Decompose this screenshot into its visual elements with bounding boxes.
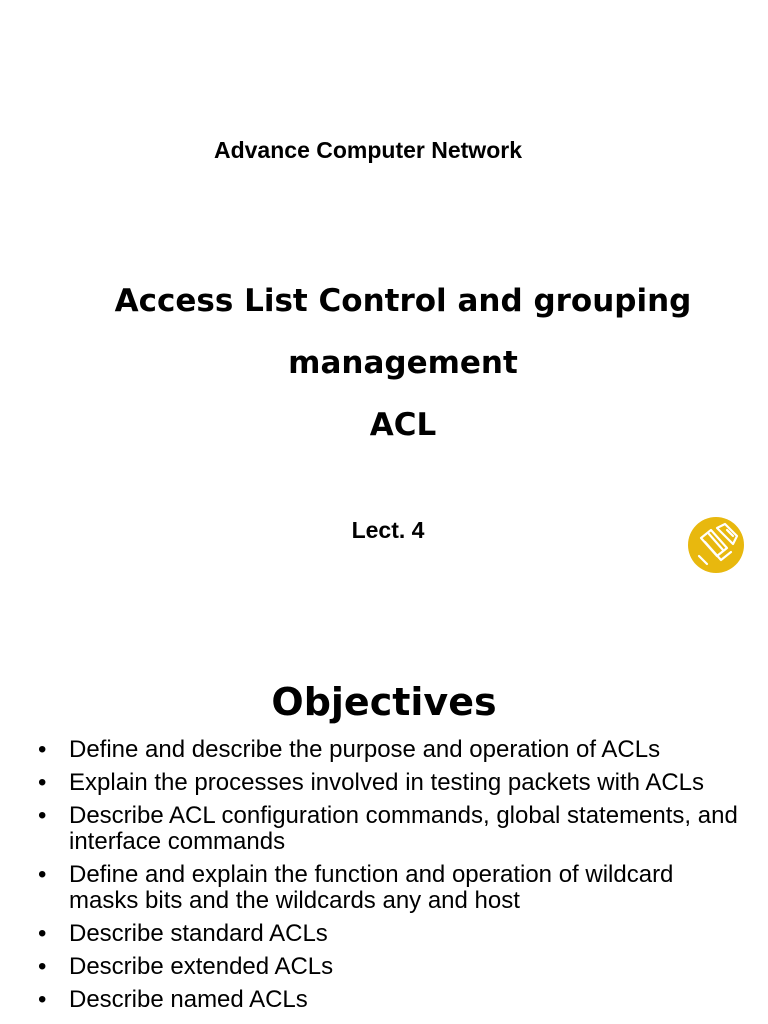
lecture-number: Lect. 4 xyxy=(351,517,425,543)
title-line-3: ACL xyxy=(369,407,437,443)
lecture-main-title xyxy=(0,270,768,456)
list-item-text: Describe ACL configuration commands, global statements, and interface commands xyxy=(69,802,738,855)
course-title: Advance Computer Network xyxy=(213,137,522,163)
bullet: • xyxy=(38,986,47,1013)
list-item-text: Explain the processes involved in testing packets with ACLs xyxy=(69,769,705,796)
bullet: • xyxy=(38,920,47,947)
bullet: • xyxy=(38,736,47,763)
bullet: • xyxy=(38,802,47,829)
list-item-text: Describe extended ACLs xyxy=(69,953,334,980)
bullet: • xyxy=(38,861,47,888)
list-item xyxy=(0,862,768,914)
list-item xyxy=(0,737,768,763)
objectives-list xyxy=(0,737,768,1020)
book-quill-icon xyxy=(687,516,745,574)
bullet: • xyxy=(38,953,47,980)
list-item xyxy=(0,987,768,1013)
bullet: • xyxy=(38,769,47,796)
title-line-1: Access List Control and grouping xyxy=(114,283,692,319)
list-item xyxy=(0,921,768,947)
title-line-2: management xyxy=(288,345,518,381)
objectives-title: Objectives xyxy=(271,680,497,724)
list-item xyxy=(0,770,768,796)
list-item-text: Describe standard ACLs xyxy=(69,920,328,947)
list-item-text: Define and describe the purpose and operation of ACLs xyxy=(69,736,661,763)
list-item-text: Describe named ACLs xyxy=(69,986,308,1013)
list-item xyxy=(0,954,768,980)
list-item xyxy=(0,803,768,855)
list-item-text: Define and explain the function and operation of wildcard masks bits and the wildcards any and host xyxy=(69,861,674,914)
